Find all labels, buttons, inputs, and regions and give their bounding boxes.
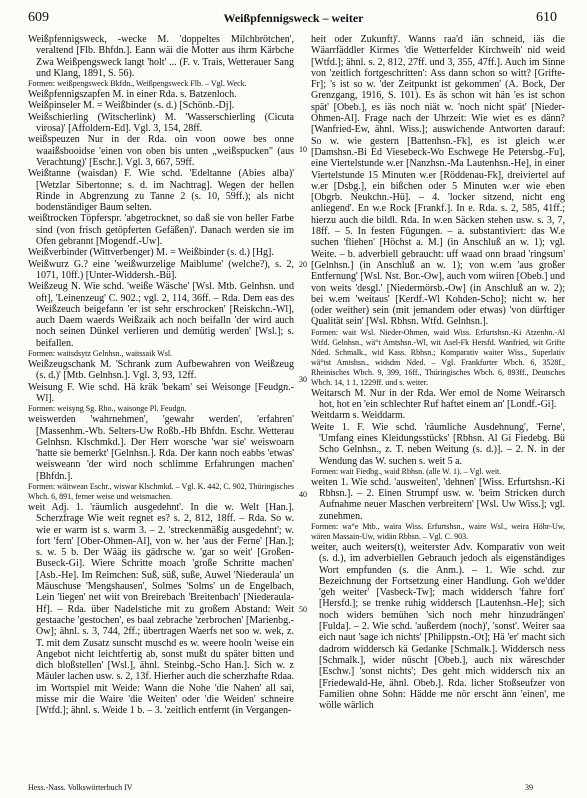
footer-signature: 39 [525,783,533,792]
forms-note: Formen: weisyng Sg. Rho., waisonge Pl. Feudgn. [28,404,187,414]
right-column [311,34,565,711]
entry: Weißwurz G.? eine 'weißwurzelige Maiblume' (welche?), s. 2, 1071, 10ff.) [Unter-Widdersh.-Bü]. [28,258,294,281]
forms-note: Formen: wait Wsl. Nieder-Ohmen, waid Wiss. Erfurtshsn.-Ki Atzenhn.-Al Wtfd. Gelnhsn., wä°t Amtshsn.-Wl, wit Asel-Fk Hersfd. Wanfried, wit Grifte Nded. Schmalk., wid Kass. Rbhsn.; Komparativ waiter Wiss., Superlativ wä°tst Amtshsn., widsdm Nded. – Vgl. Frankfurter Wbch. 6, 3528f., Rheinisches Wbch. 9, 399, 16ff., Thüringisches Wbch. 6, 893ff., Deutsches Wbch. 14, 1 1, 1229ff. und s. weiter. [311,327,565,387]
entry: Weitarsch M. Nur in der Rda. Wer emol de Nome Weirarsch hot, hot en 'ein schlechter Ruf haftet einem an' [Londf.-Gi]. [311,387,565,411]
forms-note: Formen: wa°e Mtb., waira Wiss. Erfurtshsn., waire Wsl., weira Höhr-Uw, wären Massain-Uw, widän Rbhsn. – Vgl. C. 903. [311,521,565,541]
left-column [28,34,294,717]
entry: Weite 1. F. Wie schd. 'räumliche Ausdehnung', 'Ferne', 'Umfang eines Kleidungsstücks' [Rbhsn. Al Gi Fiedebg. Bü Scho Gelnhsn., z. T. neben Weitung (s. d.)]. – 2. N. in der Wendung das W. suchen s. weit 5 a. [311,421,565,467]
entry: weit Adj. 1. 'räumlich ausgedehnt'. In die w. Welt [Han.]. Scherzfrage Wie weit regnet es? s. 2, 812, 18ff. – Rda. So w. wie er warm ist s. warm 3. – 2. 'streckenmäßig ausgedehnt'; w. fort 'fern' [Ober-Ohmen-Al], von w. her 'aus der Ferne' [Han.]; s. w. 5 b. Der Wääg iis gädrsche w. 'gar so weit' [Großen-Buseck-Gi]. Wiere Schritte moach 'große Schritte machen' [Asb.-He]. Im Reimchen: Suß, süß, suße, Auwel 'Niederaula' un Mäuschuse 'Mengshausen', Solmes 'Solms' un de Engelbach, Lein 'liegen' net wiit von Breirebach 'Breitenbach' [Niederaula-Hf]. – Rda. über Nadelstiche mit zu großem Abstand: Weit gestaache 'gestochen', es baal zebrache 'zerbrochen' [Marienbg.-Ow]; ähnl. s. 3, 744, 2ff.; übertragen Waerfs net soo w. wek, z. T. mit dem Zusatz sunscht muschd es w. weere hooln 'weise ein Angebot nicht leichtfertig ab, sonst mußt du später bitten und dich bloßstellen' [Wsl.], ähnl. Steinbg.-Scho Han.]. Sich w. z Mäuler lachen usw. s. 2, 13f. Hierher auch die scherzhafte Rdaa. im Wortspiel mit Weide: Wann die Nohe 'die Nahen' all sai, misse mir die Waire 'die Weiten' oder 'die Weiden' schneire [Wtfd.]; ähnl. s. Weide 1 b. – 3. 'zeitlich entfernt (in Vergangen- [28,501,294,717]
entry: Weißschierling (Witscherlink) M. 'Wasserschierling (Cicuta virosa)' [Affoldern-Ed]. Vgl. 3, 154, 28ff. [28,111,294,135]
forms-note: Formen: wait Fiedbg., waid Rbhsn. (alle W. 1). – Vgl. weit. [311,466,502,476]
forms-note: Formen: weißpengsweck Bkfdn., Weißpengsweck Flb. – Vgl. Weck. [28,79,247,89]
entry: weiswerden 'wahrnehmen', 'gewahr werden', 'erfahren' [Massenhm.-Wb. Selters-Uw Roßb.-Hb Bhfdn. Eschr. Wetterau Gelnhsn. Klschmkd.]. Der Herr worsche 'war sie' weiswoarn 'hatte sie bemerkt' [Gelnhsn.]. Rda. Der kann noch eabbs 'etwas' weisweann 'der wird noch schlimme Erfahrungen machen' [Bhfdn.]. [28,414,294,482]
footer-title: Hess.-Nass. Volkswörterbuch IV [28,783,133,792]
entry: Weißverbinder (Wittverbenger) M. = Weißbinder (s. d.) [Hg]. [28,247,274,259]
entry: Weißzeug N. Wie schd. 'weiße Wäsche' [Wsl. Mtb. Gelnhsn. und oft], 'Leinenzeug' C. 902.; vgl. 2, 114, 36ff. – Rda. Dem eas des Weißzeuch beigefann 'er ist sehr erschrocken' [Reiskchn.-Wl], auch Daem waerds Weißzaik ach noch beifalln 'der wird auch noch seinen Dünkel verlieren und demütig werden' [Wsl.]; s. beifallen. [28,281,294,349]
entry: Weißpfennigszapfen M. in einer Rda. s. Batzenloch. [28,89,237,101]
entry: Weißpinseler M. = Weißbinder (s. d.) [Schönb.-Dj]. [28,100,235,112]
page-header [0,10,587,30]
entry: weißspeuzen Nur in der Rda. oin voon oowe bes onne waaißsbooidse 'einen von oben bis unten „weißspucken" (aus Verachtung)' [Eschr.]. Vgl. 3, 667, 59ff. [28,134,294,168]
forms-note: Formen: wäitwean Eschr., wiswar Klschmkd. – Vgl. K. 442, C. 902, Thüringisches Wbch. 6, 891, ferner weise und weismachen. [28,481,294,501]
forms-note: Formen: waitsdsytz Gelnhsn., waitssaik Wsl. [28,349,173,359]
page-number-left: 609 [28,10,49,25]
entry-continuation: heit oder Zukunft)'. Wanns raa'd iän schneid, iäs die Wäarrfäddler Kirmes 'die Wetterfelder Kirchweih' nid weid [Wtfd.]; ähnl. s. 2, 812, 27ff. und 3, 355, 47ff.]. Auch im Sinne von 'zeitlich fortgeschritten': Ass dann schon so witt? [Grifte-Fr]; 's ist so w. 'der Zeitpunkt ist gekommen' (A. Bock, Der Grenzgang, 1916, S. 101). Es äs schon wit hän 'es ist schon spät' [Obeb.], es iäs noch niät w. 'noch nicht spät' [Nieder-Ohmen-Al]. Frage nach der Uhrzeit: Wie wiet es es dänn? [Wanfried-Ew, ähnl. Wiss.]; auswichende Antworten darauf: So w. wie gestern [Battenhsn.-Fk], es ist gleich w.er [Damshsn.-Bi Ed Viesebeck-Wo Eschwege He Petersbg.-Fu], eine Viertelstunde w.er [Nanzhsn.-Ma Lautenhsn.-He], in einer Viertelstunde 15 Minuten w.er [Röddenau-Fk], dreiviertel auf w.er [Dsbg.], ein bißchen oder 5 Minuten w.er wie eben [Obgrb. Neukchn.-Hü]. – 4. 'locker sitzend, nicht eng anliegend'. En w.e Rock [Frankf.]. In e. Rda. s. 2, 585, 41ff.; hierzu auch die bildl. Rda. In w.en Säcken stehen usw. s. 3, 7, 18ff. – 5. In festen Fügungen. – a. substantiviert: das W.e suchen 'fliehen' [Höchst a. M.] (in Anschluß an w. 1); vgl. Weite. – b. adverbiell gebraucht: uff waad onn braad 'ringsum' [Gelnhsn.] (in Anschluß an w. 1); von w.em 'aus großer Entfernung' [Wsl. Nst. Bor.-Ow], auch vom wiiren [Obeb.] und von weits 'desgl.' [Niedermörsb.-Ow] (in Anschluß an w. 2); bei w.em 'weitaus' [Kerdf.-Wl Kohden-Scho]; nicht w. her (oder weither) sein (mit jemandem oder etwas) 'von dürftiger Qualität sein' [Wsl. Rbhsn. Wtfd. Gelnhsn.]. [311,34,565,328]
entry: Weißtanne (waisdan) F. Wie schd. 'Edeltanne (Abies alba)' [Wetzlar Sibertonne; s. d. im Nachtrag]. Wegen der hellen Rinde in Abgrenzung zu Tanne 2 (s. 10, 59ff.); als nicht bodenständiger Baum selten. [28,168,294,214]
running-title: Weißpfennigsweck – weiter [223,11,364,25]
line-number: 30 [299,375,307,384]
entry: Weisung F. Wie schd. Hä kräk 'bekam' sei Weisonge [Feudgn.-Wl]. [28,381,294,404]
line-number: 40 [299,490,307,499]
entry: Weißzeugschank M. 'Schrank zum Aufbewahren von Weißzeug (s. d.)' [Mtb. Gelnhsn.]. Vgl. 3, 93, 12ff. [28,359,294,382]
line-number: 10 [299,145,307,154]
entry: weiter, auch weiters(t), weiterster Adv. Komparativ von weit (s. d.), im adverbiellen Gebrauch jedoch als eigenständiges Wort empfunden (s. die Anm.). – 1. Wie schd. zur Bezeichnung der Fortsetzung einer Handlung. Goh we'dder 'geh weiter' [Vasbeck-Tw]; mach widdersch 'fahre fort' [Hersfd.]; se trenke ruhig widdersch [Lautenhsn.-He]; sich noch widers bemühen 'sich noch mehr hinzudrängen' [Fulda]. – 2. Wie schd. 'außerdem (noch)', 'sonst'. Weirer saa eich naut 'sage ich nichts' [Philippstn.-Ot]; Hä 'er' macht sich dadrom widdersch kä Gedanke [Schmalk.]. Widdersch ness [Schmalk.], wider nüscht [Obeb.], auch nix wäreschder [Eschw.] 'sonst nichts'; Des geht mich widdersch nix an [Friedewald-He, ähnl. Obeb.]. Rda. licher Stoßseufzer von Familien ohne Sohn: Hädde me nör erscht änn 'einen', me wölle wärlich [311,541,565,712]
entry: Weitdarm s. Weiddarm. [311,410,406,422]
entry: Weißpfennigsweck, -wecke M. 'doppeltes Milchbrötchen', veraltend [Flb. Bhfdn.]. Eann wäi die Motter aus ihrm Kärbche Zwa Weißpengsweck langt 'holt' ... (F. v. Trais, Wetterauer Sang und Klang, 1891, S. 56). [28,34,294,79]
line-number: 20 [299,260,307,269]
entry: weiten 1. Wie schd. 'ausweiten', 'dehnen' [Wiss. Erfurtshsn.-Ki Rbhsn.]. – 2. Einen Strumpf usw. w. 'beim Stricken durch Aufnahme neuer Maschen verbreitern' [Wsl. Uw Wiss.]; vgl. zunehmen. [311,476,565,522]
entry: weißtrocken Töpferspr. 'abgetrocknet, so daß sie von heller Farbe sind (von frisch getöpferten Gefäßen)'. Danach werden sie im Ofen gebrannt [Mogendf.-Uw]. [28,213,294,248]
line-number: 50 [299,605,307,614]
page-number-right: 610 [536,10,557,25]
